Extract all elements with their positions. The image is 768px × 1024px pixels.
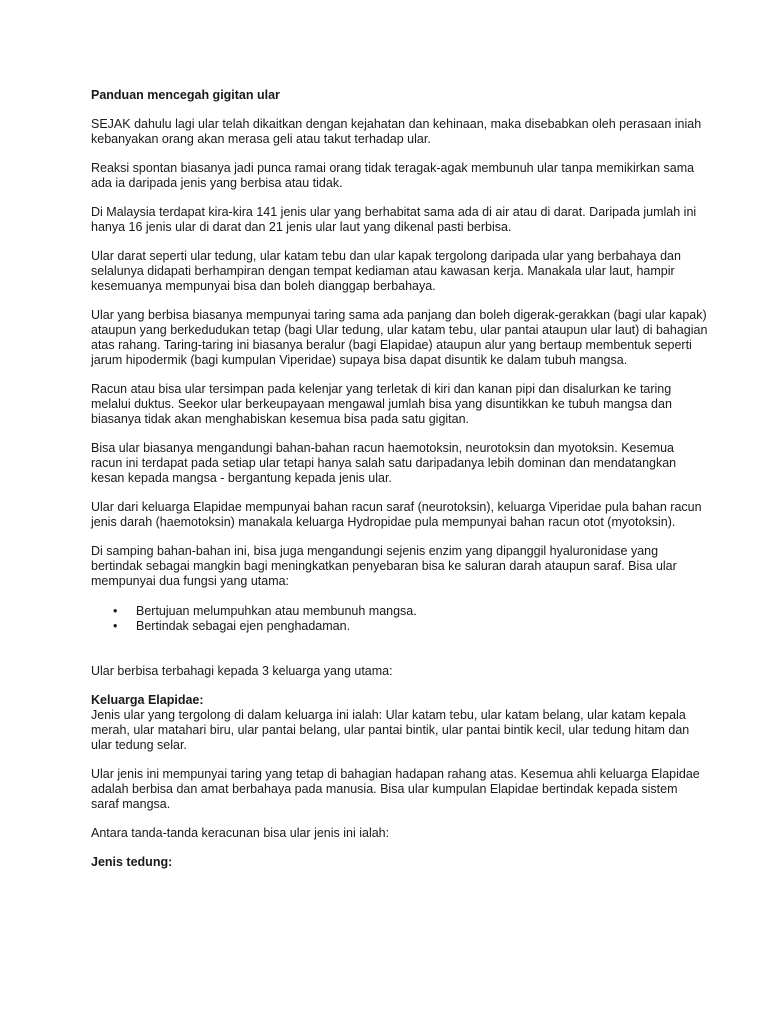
symptoms-intro: Antara tanda-tanda keracunan bisa ular jenis ini ialah: [91, 826, 390, 840]
list-item-text: Bertujuan melumpuhkan atau membunuh mangsa. [136, 604, 417, 618]
list-item [91, 619, 708, 634]
paragraph-intro-9: Di samping bahan-bahan ini, bisa juga mengandungi sejenis enzim yang dipanggil hyaluronidase yang bertindak sebagai mangkin bagi meningkatkan penyebaran bisa ke saluran darah ataupun saraf. Bisa ular mempunyai dua fungsi yang utama: [91, 544, 677, 588]
paragraph-intro-2: Reaksi spontan biasanya jadi punca ramai orang tidak teragak-agak membunuh ular tanpa memikirkan sama ada ia daripada jenis yang berbisa atau tidak. [91, 161, 695, 190]
families-intro: Ular berbisa terbahagi kepada 3 keluarga yang utama: [91, 664, 393, 678]
paragraph-intro-1: SEJAK dahulu lagi ular telah dikaitkan dengan kejahatan dan kehinaan, maka disebabkan oleh perasaan iniah kebanyakan orang akan merasa geli atau takut terhadap ular. [91, 117, 702, 146]
paragraph-intro-4: Ular darat seperti ular tedung, ular katam tebu dan ular kapak tergolong daripada ular yang berbahaya dan selalunya didapati berhampiran dengan tempat kediaman atau kawasan kerja. Manakala ular laut, hampir kesemuanya mempunyai bisa dan boleh dianggap berbahaya. [91, 249, 681, 293]
list-item-text: Bertindak sebagai ejen penghadaman. [136, 619, 351, 633]
document-title: Panduan mencegah gigitan ular [91, 88, 280, 102]
tedung-heading: Jenis tedung: [91, 855, 173, 869]
elapidae-body: Jenis ular yang tergolong di dalam keluarga ini ialah: Ular katam tebu, ular katam belang, ular katam kepala merah, ular matahari biru, ular pantai belang, ular pantai bintik, ular pantai bintik kecil, ular tedung hitam dan ular tedung selar. [91, 708, 690, 752]
paragraph-intro-6: Racun atau bisa ular tersimpan pada kelenjar yang terletak di kiri dan kanan pipi dan disalurkan ke taring melalui duktus. Seekor ular berkeupayaan mengawal jumlah bisa yang disuntikkan ke tubuh mangsa dan biasanya tidak akan menghabiskan kesemua bisa pada satu gigitan. [91, 382, 672, 426]
elapidae-paragraph: Ular jenis ini mempunyai taring yang tetap di bahagian hadapan rahang atas. Kesemua ahli keluarga Elapidae adalah berbisa dan amat berbahaya pada manusia. Bisa ular kumpulan Elapidae bertindak kepada sistem saraf mangsa. [91, 767, 700, 811]
bullet-icon: • [113, 619, 118, 633]
paragraph-intro-8: Ular dari keluarga Elapidae mempunyai bahan racun saraf (neurotoksin), keluarga Viperidae pula bahan racun jenis darah (haemotoksin) manakala keluarga Hydropidae pula mempunyai bahan racun otot (myotoksin). [91, 500, 702, 529]
paragraph-intro-3: Di Malaysia terdapat kira-kira 141 jenis ular yang berhabitat sama ada di air atau di darat. Daripada jumlah ini hanya 16 jenis ular di darat dan 21 jenis ular laut yang dikenal pasti berbisa. [91, 205, 697, 234]
function-list [91, 604, 708, 634]
paragraph-intro-7: Bisa ular biasanya mengandungi bahan-bahan racun haemotoksin, neurotoksin dan myotoksin. Kesemua racun ini terdapat pada setiap ular tetapi hanya salah satu daripadanya lebih dominan dan mendatangkan kesan kepada mangsa - bergantung kepada jenis ular. [91, 441, 677, 485]
list-item [91, 604, 708, 619]
paragraph-intro-5: Ular yang berbisa biasanya mempunyai taring sama ada panjang dan boleh digerak-gerakkan (bagi ular kapak) ataupun yang berkedudukan tetap (bagi Ular tedung, ular katam tebu, ular pantai ataupun ular laut) di bahagian atas rahang. Taring-taring ini biasanya beralur (bagi Elapidae) ataupun alur yang bertaup membentuk seperti jarum hipodermik (bagi kumpulan Viperidae) supaya bisa dapat disuntik ke dalam tubuh mangsa. [91, 308, 708, 367]
bullet-icon: • [113, 604, 118, 618]
elapidae-heading: Keluarga Elapidae: [91, 693, 204, 707]
